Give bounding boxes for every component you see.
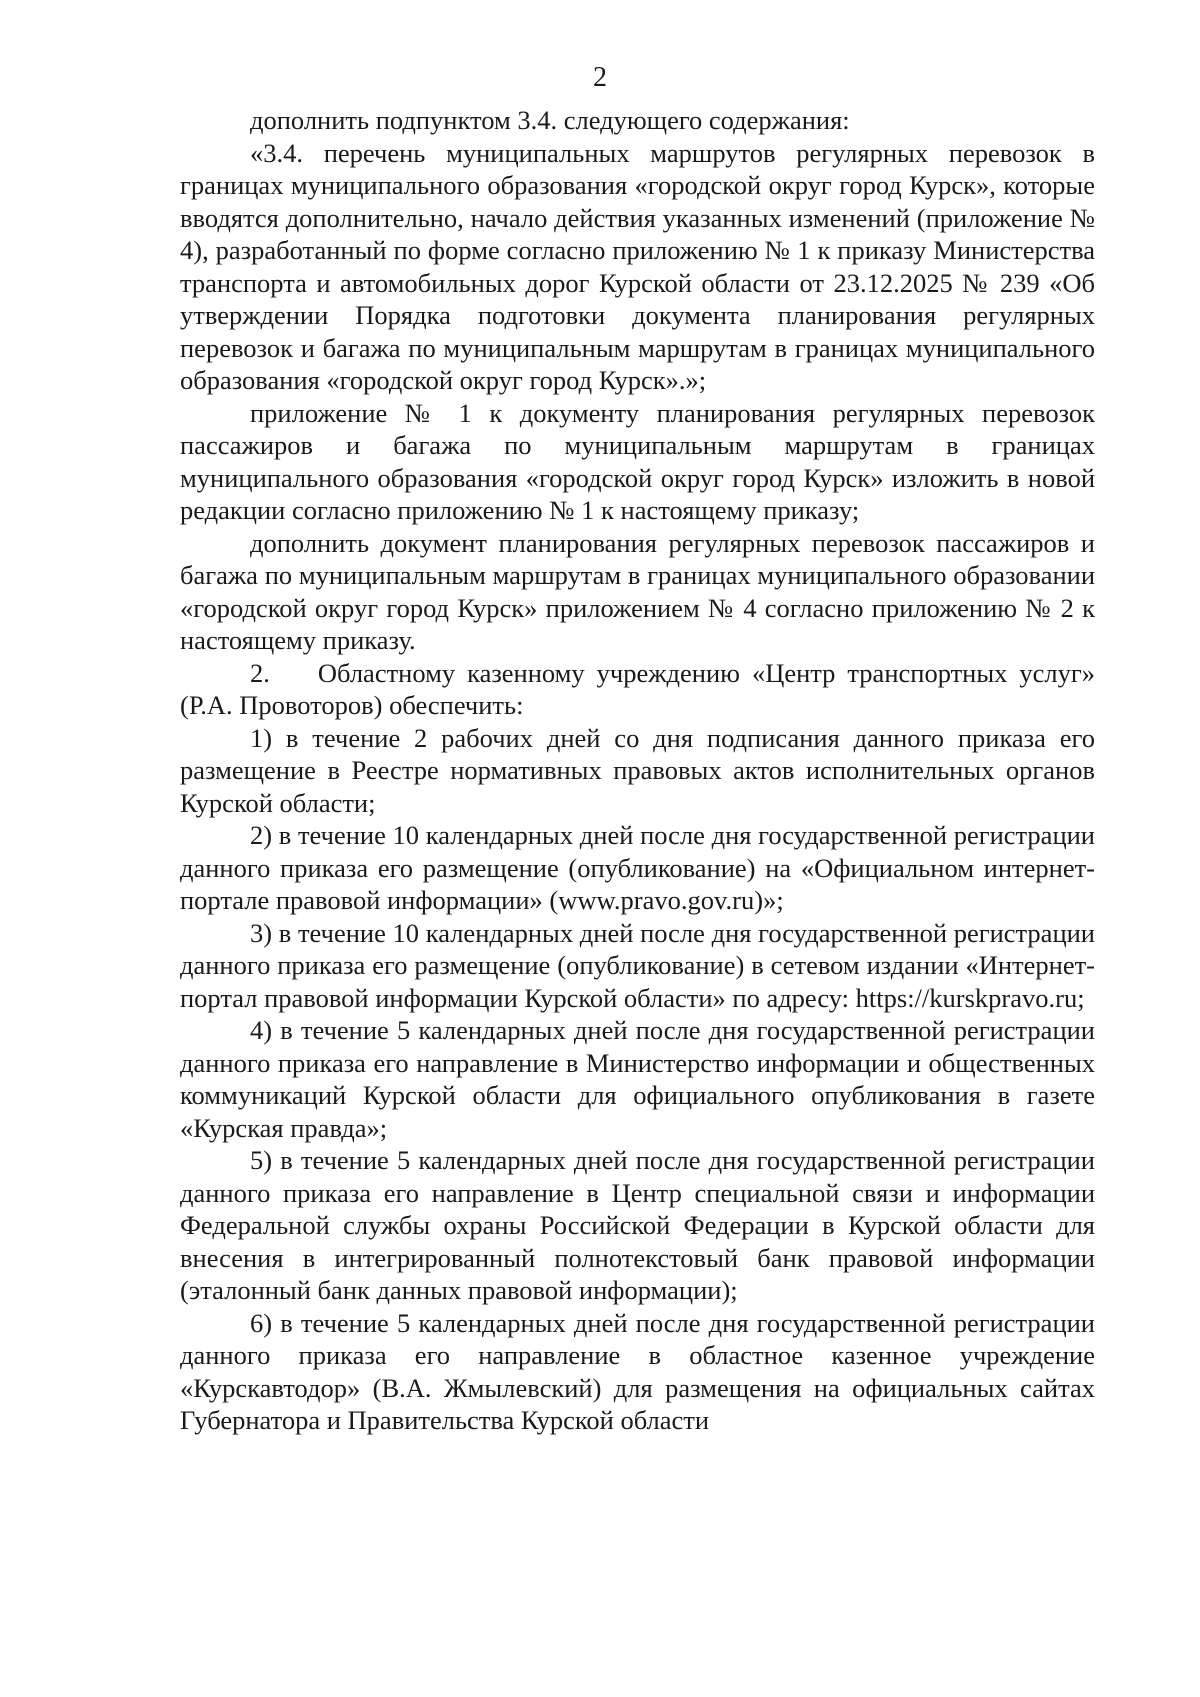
paragraph-add-subitem: дополнить подпунктом 3.4. следующего содержания:: [250, 105, 850, 135]
paragraph-appendix-1: приложение № 1 к документу планирования регулярных перевозок пассажиров и багажа по муниципальным маршрутам в границах муниципального образования «городской округ город Курск» изложить в новой редакции согласно приложению № 1 к настоящему приказу;: [180, 397, 1095, 525]
paragraph-appendix-4: дополнить документ планирования регулярных перевозок пассажиров и багажа по муниципальным маршрутам в границах муниципального образовании «городской округ город Курск» приложением № 4 согласно приложению № 2 к настоящему приказу.: [180, 527, 1095, 655]
paragraph-item-2: [180, 657, 1095, 722]
paragraph-subitem-3-4: «3.4. перечень муниципальных маршрутов регулярных перевозок в границах муниципального образования «городской округ город Курск», которые вводятся дополнительно, начало действия указанных изменений (приложение № 4), разработанный по форме согласно приложению № 1 к приказу Министерства транспорта и автомобильных дорог Курской области от 23.12.2025 № 239 «Об утверждении Порядка подготовки документа планирования регулярных перевозок и багажа по муниципальным маршрутам в границах муниципального образования «городской округ город Курск».»;: [180, 137, 1095, 395]
document-body: [180, 104, 1095, 1437]
list-item-1: 1) в течение 2 рабочих дней со дня подписания данного приказа его размещение в Реестре нормативных правовых актов исполнительных органов Курской области;: [180, 722, 1095, 818]
list-item-5: 5) в течение 5 календарных дней после дня государственной регистрации данного приказа его направление в Центр специальной связи и информации Федеральной службы охраны Российской Федерации в Курской области для внесения в интегрированный полнотекстовый банк правовой информации (эталонный банк данных правовой информации);: [180, 1145, 1095, 1305]
list-item-2: 2) в течение 10 календарных дней после дня государственной регистрации данного приказа его размещение (опубликование) на «Официальном интернет-портале правовой информации» (www.pravo.gov.ru)»;: [180, 820, 1095, 915]
page-number: 2: [593, 62, 607, 93]
list-item-6: 6) в течение 5 календарных дней после дня государственной регистрации данного приказа его направление в областное казенное учреждение «Курскавтодор» (В.А. Жмылевский) для размещения на официальных сайтах Губернатора и Правительства Курской области: [180, 1307, 1095, 1435]
list-item-3: 3) в течение 10 календарных дней после дня государственной регистрации данного приказа его размещение (опубликование) в сетевом издании «Интернет-портал правовой информации Курской области» по адресу: https://kurskpravo.ru;: [180, 917, 1095, 1013]
item-2-text: Областному казенному учреждению «Центр транспортных услуг» (Р.А. Провоторов) обеспечить:: [180, 657, 1095, 720]
list-item-4: 4) в течение 5 календарных дней после дня государственной регистрации данного приказа его направление в Министерство информации и общественных коммуникаций Курской области для официального опубликования в газете «Курская правда»;: [180, 1015, 1095, 1143]
item-2-number: 2.: [250, 657, 270, 688]
